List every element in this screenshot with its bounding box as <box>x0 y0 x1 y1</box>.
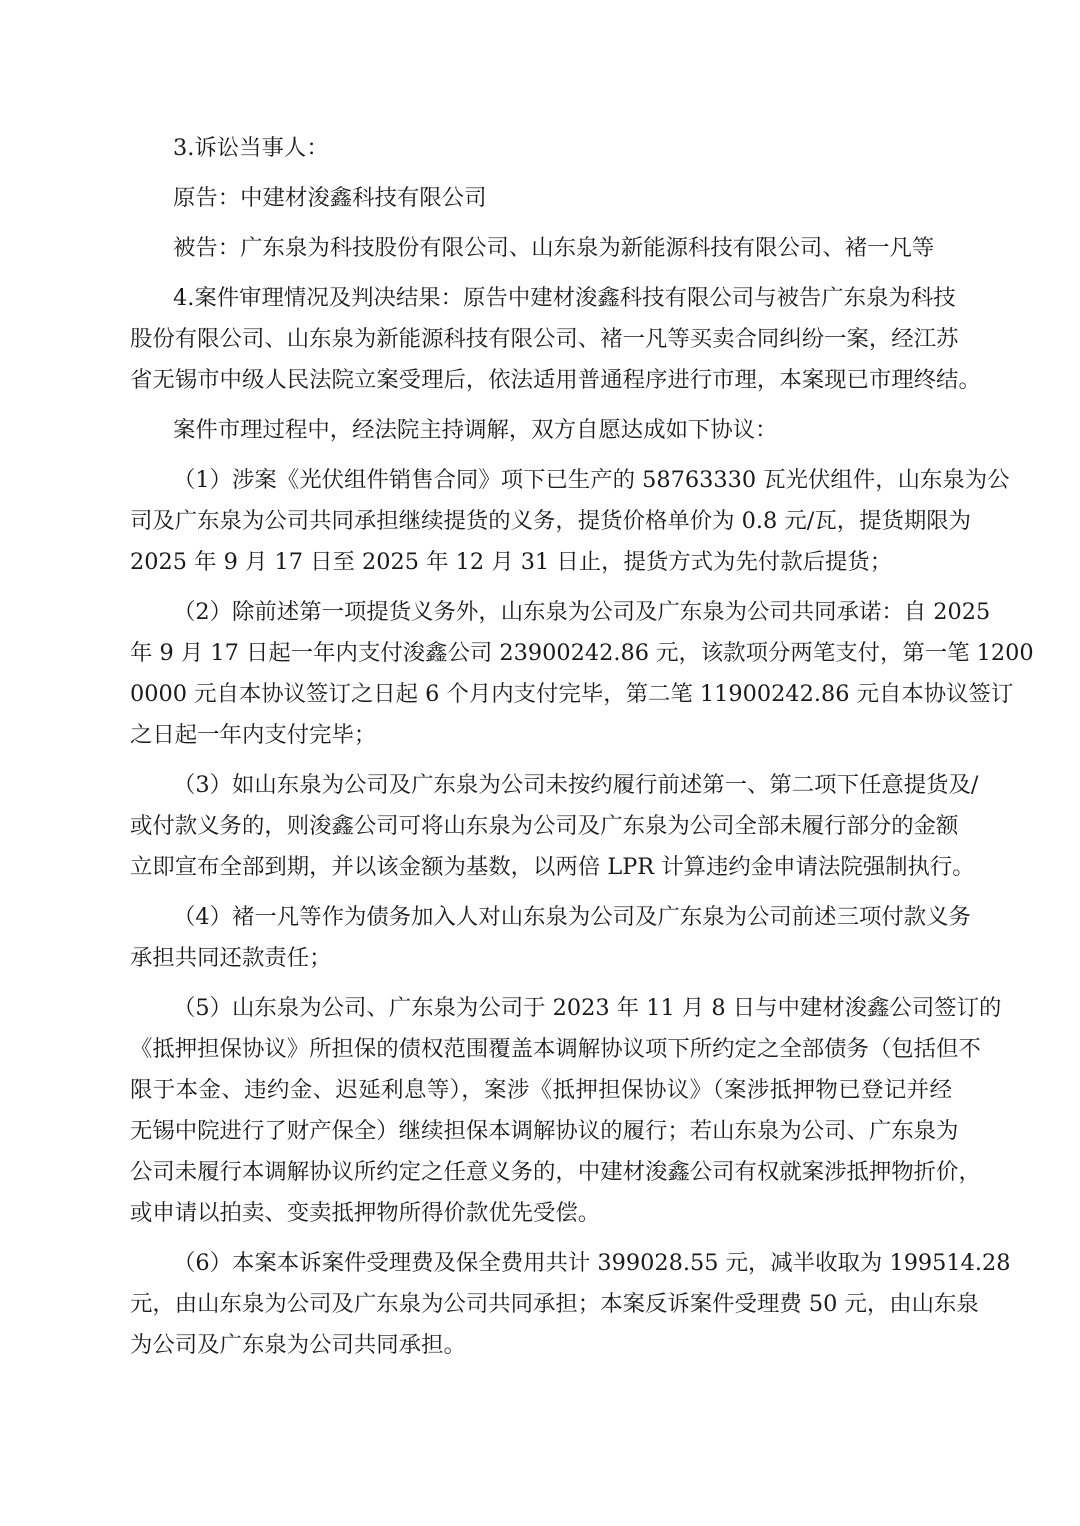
text-line: 之日起一年内支付完毕； <box>130 722 377 748</box>
text-line: 2025 年 9 月 17 日至 2025 年 12 月 31 日止，提货方式为先付款后提货； <box>130 549 893 575</box>
text-line: 股份有限公司、山东泉为新能源科技有限公司、褚一凡等买卖合同纠纷一案，经江苏 <box>130 326 959 352</box>
document-page <box>130 128 1034 1375</box>
paragraph <box>130 988 1002 1234</box>
text-line: 限于本金、违约金、迟延利息等），案涉《抵押担保协议》（案涉抵押物已登记并经 <box>130 1077 952 1103</box>
text-line: 案件市理过程中，经法院主持调解，双方自愿达成如下协议： <box>173 417 778 443</box>
text-line: （5）山东泉为公司、广东泉为公司于 2023 年 11 月 8 日与中建材浚鑫公司签订的 <box>173 995 1002 1021</box>
text-line: （6）本案本诉案件受理费及保全费用共计 399028.55 元，减半收取为 199514.28 <box>173 1250 1011 1276</box>
text-line: 原告：中建材浚鑫科技有限公司 <box>173 185 487 211</box>
paragraph <box>130 128 952 169</box>
paragraph <box>130 228 952 269</box>
text-line: 被告：广东泉为科技股份有限公司、山东泉为新能源科技有限公司、褚一凡等 <box>173 235 935 261</box>
paragraph <box>130 460 1010 583</box>
text-line: （2）除前述第一项提货义务外，山东泉为公司及广东泉为公司共同承诺：自 2025 <box>173 599 991 625</box>
text-line: 4.案件审理情况及判决结果：原告中建材浚鑫科技有限公司与被告广东泉为科技 <box>173 285 956 311</box>
paragraph <box>130 410 952 451</box>
text-line: 公司未履行本调解协议所约定之任意义务的，中建材浚鑫公司有权就案涉抵押物折价， <box>130 1159 981 1185</box>
text-line: （3）如山东泉为公司及广东泉为公司未按约履行前述第一、第二项下任意提货及/ <box>173 772 979 798</box>
text-line: 无锡中院进行了财产保全）继续担保本调解协议的履行；若山东泉为公司、广东泉为 <box>130 1118 959 1144</box>
text-line: 0000 元自本协议签订之日起 6 个月内支付完毕，第二笔 11900242.86 元自本协议签订 <box>130 681 1014 707</box>
text-line: 为公司及广东泉为公司共同承担。 <box>130 1332 466 1358</box>
text-line: （1）涉案《光伏组件销售合同》项下已生产的 58763330 瓦光伏组件，山东泉为公 <box>173 467 1010 493</box>
paragraph <box>130 1243 1011 1366</box>
text-line: 或申请以拍卖、变卖抵押物所得价款优先受偿。 <box>130 1200 601 1226</box>
text-line: （4）褚一凡等作为债务加入人对山东泉为公司及广东泉为公司前述三项付款义务 <box>173 904 971 930</box>
paragraph <box>130 278 981 401</box>
text-line: 承担共同还款责任； <box>130 945 332 971</box>
text-line: 司及广东泉为公司共同承担继续提货的义务，提货价格单价为 0.8 元/瓦，提货期限为 <box>130 508 972 534</box>
text-line: 省无锡市中级人民法院立案受理后，依法适用普通程序进行市理，本案现已市理终结。 <box>130 367 981 393</box>
text-line: 立即宣布全部到期，并以该金额为基数，以两倍 LPR 计算违约金申请法院强制执行。 <box>130 854 975 880</box>
paragraph <box>130 592 1034 756</box>
text-line: 3.诉讼当事人： <box>173 135 329 161</box>
paragraph <box>130 765 979 888</box>
text-line: 元，由山东泉为公司及广东泉为公司共同承担；本案反诉案件受理费 50 元，由山东泉 <box>130 1291 979 1317</box>
text-line: 《抵押担保协议》所担保的债权范围覆盖本调解协议项下所约定之全部债务（包括但不 <box>130 1036 981 1062</box>
text-line: 年 9 月 17 日起一年内支付浚鑫公司 23900242.86 元，该款项分两笔支付，第一笔 1200 <box>130 640 1034 666</box>
paragraph <box>130 897 971 979</box>
paragraph <box>130 178 952 219</box>
text-line: 或付款义务的，则浚鑫公司可将山东泉为公司及广东泉为公司全部未履行部分的金额 <box>130 813 959 839</box>
